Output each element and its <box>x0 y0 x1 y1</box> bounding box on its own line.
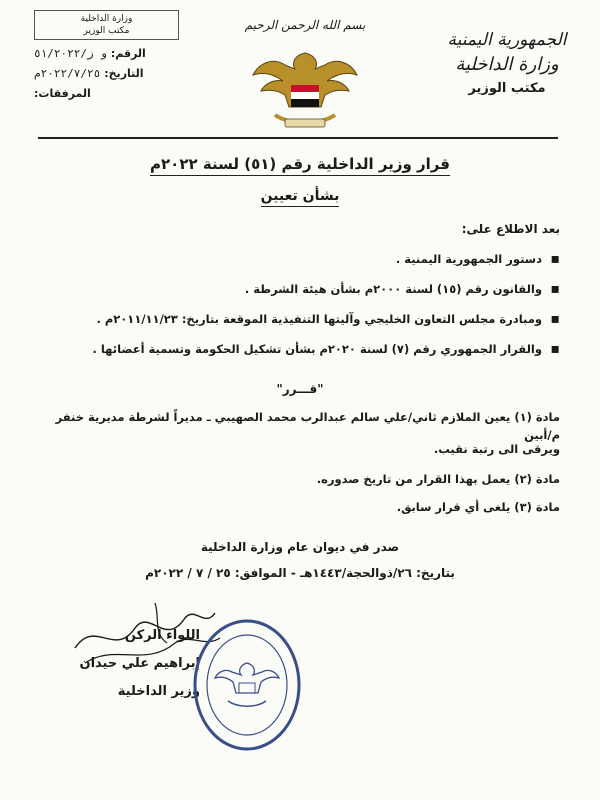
date-row <box>34 64 179 84</box>
basmala: بسم الله الرحمن الرحيم <box>244 18 366 32</box>
reference-block <box>34 10 179 104</box>
preamble-intro: بعد الاطلاع على: <box>461 222 560 236</box>
yemen-eagle-emblem-icon <box>245 45 365 135</box>
box-office: مكتب الوزير <box>83 26 130 36</box>
signer-role: وزير الداخلية <box>117 684 200 699</box>
decision-title-text: قرار وزير الداخلية رقم (٥١) لسنة ٢٠٢٢م <box>150 155 450 176</box>
ministry-header <box>442 30 572 96</box>
article-2: مادة (٢) يعمل بهذا القرار من تاريخ صدوره. <box>316 472 560 486</box>
list-item: ▪ ومبادرة مجلس التعاون الخليجي وآليتها التنفيذية الموقعة بتاريخ: ٢٠١١/١١/٢٣م . <box>60 310 560 328</box>
official-stamp-icon <box>190 615 305 755</box>
signer-name: إبراهيم علي حيدان <box>79 656 200 671</box>
ref-value: و ز/٥١/٢٠٢٢ <box>34 47 107 60</box>
preamble-list <box>60 250 560 370</box>
signature-block <box>60 622 200 706</box>
article-1-continuation: ويرقى الى رتبة نقيب. <box>433 442 560 456</box>
office-name: مكتب الوزير <box>468 81 546 96</box>
decision-title <box>0 155 600 173</box>
issued-at: صدر في ديوان عام وزارة الداخلية <box>200 540 400 554</box>
issue-date: بتاريخ: ٢٦/ذوالحجة/١٤٤٣هـ - الموافق: ٢٥ / ٧ / ٢٠٢٢م <box>145 566 455 580</box>
header-divider <box>38 137 558 139</box>
office-box <box>34 10 179 40</box>
republic-name: الجمهورية اليمنية <box>447 30 567 50</box>
list-item: ▪ والقرار الجمهوري رقم (٧) لسنة ٢٠٢٠م بشأن تشكيل الحكومة وتسمية أعضائها . <box>60 340 560 358</box>
ref-label: الرقم: <box>110 47 146 60</box>
box-ministry: وزارة الداخلية <box>80 14 133 24</box>
list-item: ▪ والقانون رقم (١٥) لسنة ٢٠٠٠م بشأن هيئة الشرطة . <box>60 280 560 298</box>
ministry-name: وزارة الداخلية <box>455 54 559 75</box>
date-value: ٢٠٢٢/٧/٢٥م <box>34 67 101 80</box>
list-item: ▪ دستور الجمهورية اليمنية . <box>60 250 560 268</box>
ref-row <box>34 44 179 64</box>
decided-heading: "قـــرر" <box>276 382 324 396</box>
decision-subject-text: بشأن تعيين <box>261 188 340 207</box>
reference-meta <box>34 44 179 104</box>
article-3: مادة (٣) يلغى أي قرار سابق. <box>396 500 560 514</box>
decision-subject <box>0 188 600 204</box>
signer-rank: اللواء الركن <box>124 628 200 643</box>
article-1: مادة (١) يعين الملازم ثاني/علي سالم عبدالرب محمد الصهيبي ـ مديراً لشرطة مديرية خنفر م/أبين <box>55 410 560 442</box>
date-label: التاريخ: <box>104 67 144 80</box>
attach-row <box>34 84 179 104</box>
attach-label: المرفقات: <box>34 87 91 100</box>
